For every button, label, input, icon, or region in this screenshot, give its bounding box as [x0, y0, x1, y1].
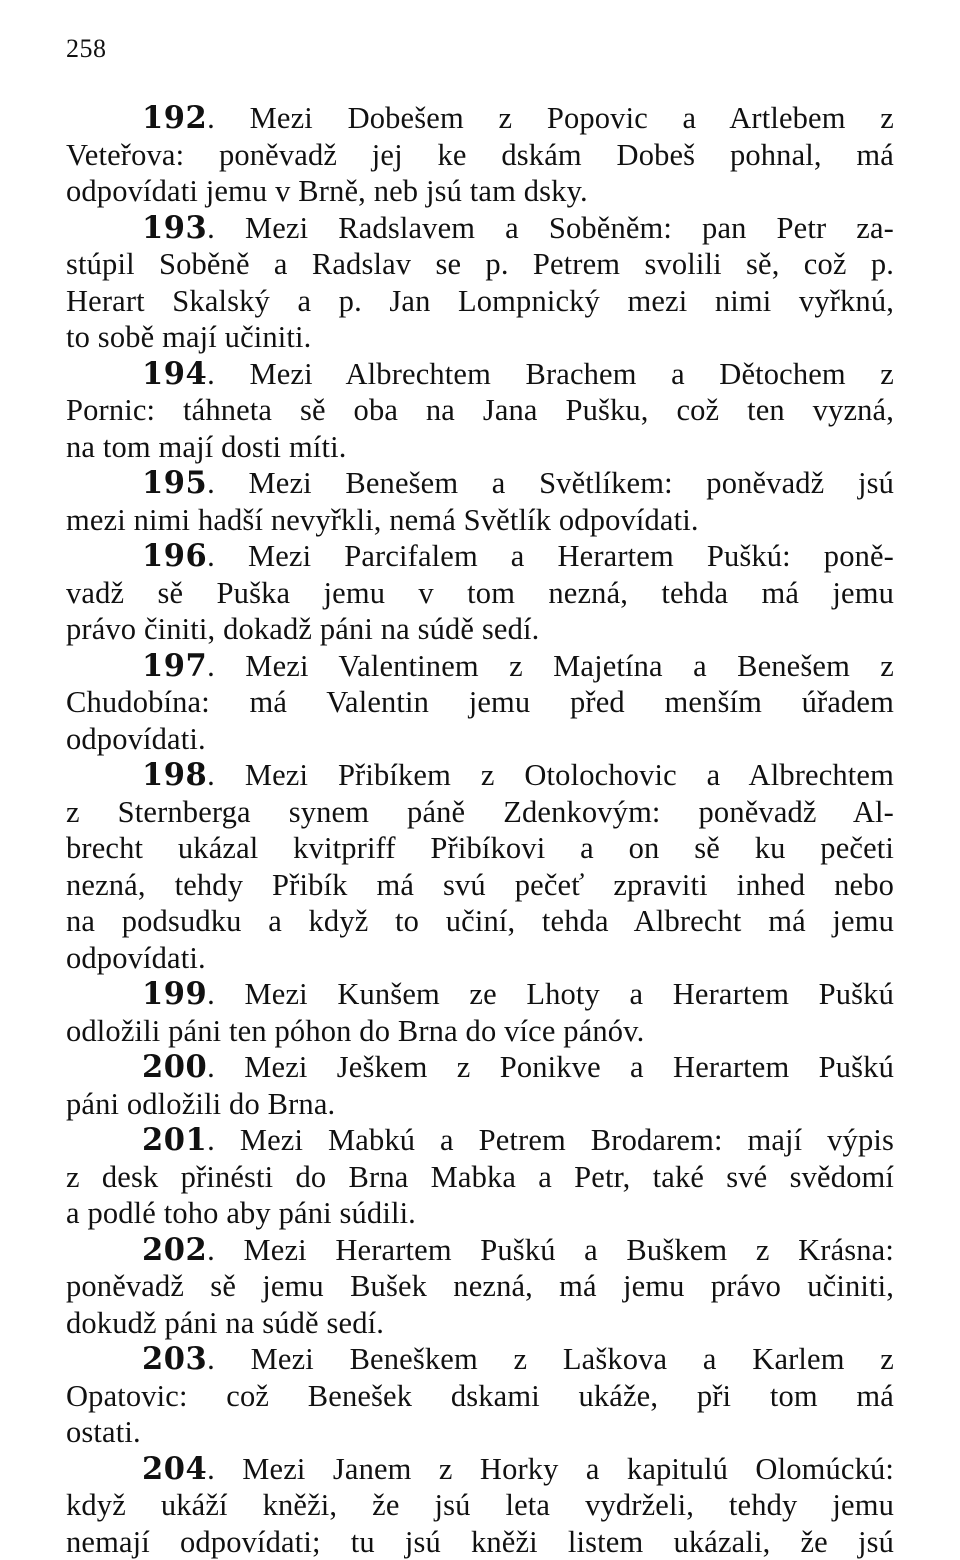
entry-line: 199. Mezi Kunšem ze Lhoty a Herartem Puškú: [66, 976, 894, 1013]
entry-line: 203. Mezi Beneškem z Laškova a Karlem z: [66, 1341, 894, 1378]
entry-line: z Sternberga synem páně Zdenkovým: poněvadž Al-: [66, 794, 894, 831]
entry-line: Herart Skalský a p. Jan Lompnický mezi nimi vyřknú,: [66, 283, 894, 320]
entry-number: 194: [142, 356, 207, 392]
entry-text: Mezi Herartem Puškú a Buškem z Krásna:: [244, 1233, 894, 1267]
entry-text: Mezi Benešem a Světlíkem: poněvadž jsú: [249, 466, 894, 500]
entry-line: odložili páni ten póhon do Brna do více pánóv.: [66, 1013, 894, 1050]
entry-198: [66, 757, 894, 976]
entry-text: Mezi Mabkú a Petrem Brodarem: mají výpis: [240, 1123, 894, 1157]
entry-line: stúpil Soběně a Radslav se p. Petrem svolili sě, což p.: [66, 246, 894, 283]
entry-192: [66, 100, 894, 210]
entry-204: [66, 1451, 894, 1560]
entry-text: Mezi Radslavem a Soběněm: pan Petr za-: [245, 211, 894, 245]
entry-line: 192. Mezi Dobešem z Popovic a Artlebem z: [66, 100, 894, 137]
entry-line: odpovídati.: [66, 721, 894, 758]
entry-200: [66, 1049, 894, 1122]
entry-line: páni odložili do Brna.: [66, 1086, 894, 1123]
entry-line: 196. Mezi Parcifalem a Herartem Puškú: poně-: [66, 538, 894, 575]
entry-line: brecht ukázal kvitpriff Přibíkovi a on sě ku pečeti: [66, 830, 894, 867]
entry-line: 198. Mezi Přibíkem z Otolochovic a Albrechtem: [66, 757, 894, 794]
entry-line: poněvadž sě jemu Bušek nezná, má jemu právo učiniti,: [66, 1268, 894, 1305]
entry-201: [66, 1122, 894, 1232]
entry-202: [66, 1232, 894, 1342]
entry-193: [66, 210, 894, 356]
entry-number: 202: [142, 1232, 207, 1268]
entry-text: Mezi Albrechtem Brachem a Dětochem z: [249, 357, 894, 391]
entry-195: [66, 465, 894, 538]
entry-text: Mezi Janem z Horky a kapitulú Olomúckú:: [242, 1452, 894, 1486]
entry-199: [66, 976, 894, 1049]
entry-line: právo činiti, dokadž páni na súdě sedí.: [66, 611, 894, 648]
entry-line: na tom mají dosti míti.: [66, 429, 894, 466]
entry-line: Opatovic: což Benešek dskami ukáže, při tom má: [66, 1378, 894, 1415]
entry-line: 204. Mezi Janem z Horky a kapitulú Olomúckú:: [66, 1451, 894, 1488]
entry-line: nezná, tehdy Přibík má svú pečeť zpraviti inhed nebo: [66, 867, 894, 904]
entry-line: a podlé toho aby páni súdili.: [66, 1195, 894, 1232]
entry-line: Pornic: táhneta sě oba na Jana Pušku, což ten vyzná,: [66, 392, 894, 429]
entry-number: 192: [142, 100, 207, 136]
entry-line: Veteřova: poněvadž jej ke dskám Dobeš pohnal, má: [66, 137, 894, 174]
entry-line: na podsudku a když to učiní, tehda Albrecht má jemu: [66, 903, 894, 940]
entry-line: 197. Mezi Valentinem z Majetína a Benešem z: [66, 648, 894, 685]
entry-203: [66, 1341, 894, 1451]
entry-line: odpovídati jemu v Brně, neb jsú tam dsky.: [66, 173, 894, 210]
entry-text: Mezi Valentinem z Majetína a Benešem z: [245, 649, 894, 683]
entry-line: z desk přinésti do Brna Mabka a Petr, také své svědomí: [66, 1159, 894, 1196]
entry-text: Mezi Dobešem z Popovic a Artlebem z: [250, 101, 894, 135]
entry-line: Chudobína: má Valentin jemu před menším úřadem: [66, 684, 894, 721]
entry-line: odpovídati.: [66, 940, 894, 977]
entry-line: nemají odpovídati; tu jsú kněži listem ukázali, že jsú: [66, 1524, 894, 1560]
entry-line: 201. Mezi Mabkú a Petrem Brodarem: mají výpis: [66, 1122, 894, 1159]
entry-text: Mezi Ješkem z Ponikve a Herartem Puškú: [244, 1050, 894, 1084]
entry-number: 199: [142, 976, 207, 1012]
entry-194: [66, 356, 894, 466]
entry-number: 197: [142, 648, 207, 684]
entry-text: Mezi Přibíkem z Otolochovic a Albrechtem: [245, 758, 894, 792]
entry-line: 195. Mezi Benešem a Světlíkem: poněvadž jsú: [66, 465, 894, 502]
entry-line: 194. Mezi Albrechtem Brachem a Dětochem z: [66, 356, 894, 393]
entry-196: [66, 538, 894, 648]
entry-text: Mezi Beneškem z Laškova a Karlem z: [251, 1342, 894, 1376]
entry-197: [66, 648, 894, 758]
entry-number: 204: [142, 1451, 207, 1487]
entry-number: 203: [142, 1341, 207, 1377]
entry-number: 193: [142, 210, 207, 246]
page-number: 258: [66, 34, 107, 64]
entry-line: to sobě mají učiniti.: [66, 319, 894, 356]
entry-number: 201: [142, 1122, 207, 1158]
entry-line: mezi nimi hadší nevyřkli, nemá Světlík odpovídati.: [66, 502, 894, 539]
entry-line: když ukáží kněži, že jsú leta vydrželi, tehdy jemu: [66, 1487, 894, 1524]
entry-text: Mezi Parcifalem a Herartem Puškú: poně-: [248, 539, 894, 573]
entry-text: Mezi Kunšem ze Lhoty a Herartem Puškú: [245, 977, 894, 1011]
entry-number: 196: [142, 538, 207, 574]
entry-line: ostati.: [66, 1414, 894, 1451]
entry-line: 200. Mezi Ješkem z Ponikve a Herartem Puškú: [66, 1049, 894, 1086]
entry-line: 202. Mezi Herartem Puškú a Buškem z Krásna:: [66, 1232, 894, 1269]
entry-number: 195: [142, 465, 207, 501]
document-body: [66, 100, 894, 1560]
entry-line: dokudž páni na súdě sedí.: [66, 1305, 894, 1342]
entry-line: 193. Mezi Radslavem a Soběněm: pan Petr za-: [66, 210, 894, 247]
entry-number: 200: [142, 1049, 207, 1085]
entry-number: 198: [142, 757, 207, 793]
entry-line: vadž sě Puška jemu v tom nezná, tehda má jemu: [66, 575, 894, 612]
